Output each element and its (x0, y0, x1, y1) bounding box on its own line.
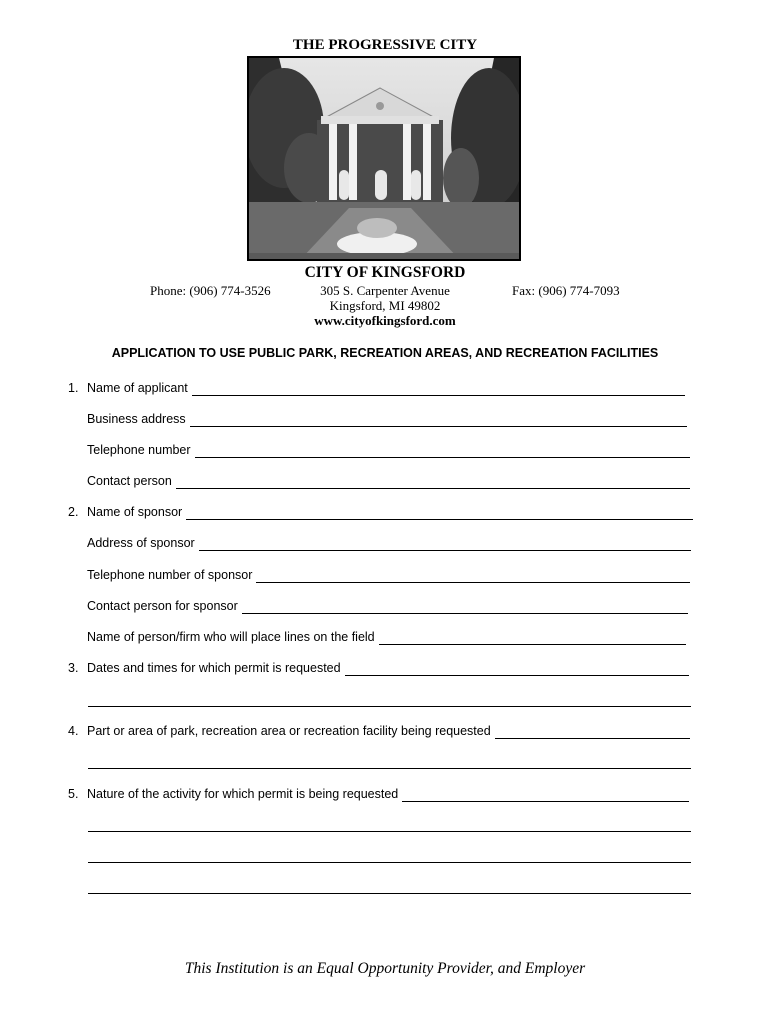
contact-field[interactable] (87, 474, 690, 489)
sponsor-phone-input-line[interactable] (256, 571, 690, 583)
sponsor-label: Name of sponsor (87, 505, 183, 519)
sponsor-phone-label: Telephone number of sponsor (87, 568, 253, 582)
business-address-field[interactable] (87, 412, 687, 427)
address-line-1: 305 S. Carpenter Avenue (320, 283, 450, 298)
dates-field[interactable] (68, 661, 689, 676)
form-title: APPLICATION TO USE PUBLIC PARK, RECREATION AREAS, AND RECREATION FACILITIES (111, 346, 659, 360)
equal-opportunity-statement: This Institution is an Equal Opportunity Provider, and Employer (184, 960, 586, 977)
nature-continuation-line-2[interactable] (88, 862, 691, 863)
sponsor-phone-field[interactable] (87, 568, 690, 583)
telephone-field[interactable] (87, 443, 690, 458)
dates-label: Dates and times for which permit is requested (87, 661, 341, 675)
city-name: CITY OF KINGSFORD (304, 264, 466, 281)
dates-input-line[interactable] (345, 664, 689, 676)
fax-number: Fax: (906) 774-7093 (512, 283, 620, 298)
item-number-2: 2. (68, 505, 79, 519)
telephone-input-line[interactable] (195, 446, 690, 458)
website-link[interactable]: www.cityofkingsford.com (314, 313, 456, 328)
contact-label: Contact person (87, 474, 172, 488)
lines-person-label: Name of person/firm who will place lines on the field (87, 630, 375, 644)
sponsor-address-label: Address of sponsor (87, 536, 195, 550)
nature-continuation-line-3[interactable] (88, 893, 691, 894)
sponsor-contact-input-line[interactable] (242, 602, 688, 614)
sponsor-field[interactable] (68, 505, 693, 520)
item-number-1: 1. (68, 381, 79, 395)
lines-person-input-line[interactable] (379, 633, 686, 645)
dates-continuation-line[interactable] (88, 706, 691, 707)
sponsor-contact-field[interactable] (87, 599, 688, 614)
city-tagline: THE PROGRESSIVE CITY (292, 37, 478, 53)
lines-person-field[interactable] (87, 630, 686, 645)
item-number-5: 5. (68, 787, 79, 801)
phone-number: Phone: (906) 774-3526 (150, 283, 271, 298)
area-field[interactable] (68, 724, 690, 739)
applicant-field[interactable] (68, 381, 685, 396)
area-label: Part or area of park, recreation area or recreation facility being requested (87, 724, 491, 738)
city-hall-photo (247, 56, 521, 261)
area-continuation-line[interactable] (88, 768, 691, 769)
address-line-2: Kingsford, MI 49802 (329, 298, 441, 313)
item-number-4: 4. (68, 724, 79, 738)
sponsor-contact-label: Contact person for sponsor (87, 599, 238, 613)
sponsor-address-field[interactable] (87, 536, 691, 551)
business-address-label: Business address (87, 412, 186, 426)
nature-input-line[interactable] (402, 790, 689, 802)
nature-field[interactable] (68, 787, 689, 802)
item-number-3: 3. (68, 661, 79, 675)
area-input-line[interactable] (495, 727, 690, 739)
nature-label: Nature of the activity for which permit is being requested (87, 787, 399, 801)
telephone-label: Telephone number (87, 443, 191, 457)
sponsor-address-input-line[interactable] (199, 539, 691, 551)
contact-input-line[interactable] (176, 477, 690, 489)
applicant-label: Name of applicant (87, 381, 188, 395)
applicant-input-line[interactable] (192, 384, 685, 396)
business-address-input-line[interactable] (190, 415, 687, 427)
sponsor-input-line[interactable] (186, 508, 693, 520)
nature-continuation-line-1[interactable] (88, 831, 691, 832)
